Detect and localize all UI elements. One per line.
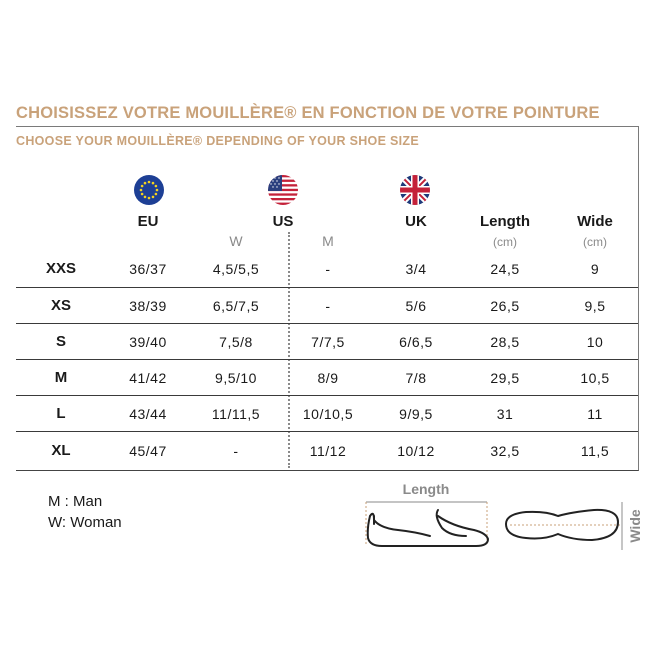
- us-man-cell: 11/12: [309, 443, 347, 459]
- legend-woman: W: Woman: [48, 514, 122, 531]
- wide-cell: 11: [587, 406, 603, 422]
- us-woman-cell: 4,5/5,5: [212, 261, 260, 277]
- length-cell: 32,5: [490, 443, 520, 459]
- eu-cell: 43/44: [129, 406, 167, 422]
- length-cell: 26,5: [490, 298, 520, 314]
- uk-cell: 6/6,5: [399, 334, 433, 350]
- header-us-woman: W: [229, 233, 243, 249]
- length-cell: 31: [496, 406, 514, 422]
- title-english: CHOOSE YOUR MOUILLÈRE® DEPENDING OF YOUR SHOE SIZE: [16, 134, 419, 148]
- uk-cell: 3/4: [405, 261, 427, 277]
- us-man-cell: -: [325, 298, 331, 314]
- uk-cell: 5/6: [405, 298, 427, 314]
- length-label: Length: [402, 481, 450, 497]
- size-label: S: [55, 333, 66, 350]
- legend-man: M : Man: [48, 493, 103, 510]
- wide-cell: 9: [590, 261, 600, 277]
- us-woman-cell: 6,5/7,5: [212, 298, 260, 314]
- length-unit: (cm): [493, 235, 517, 249]
- row-divider: [16, 359, 638, 360]
- row-divider: [16, 431, 638, 432]
- header-wide: Wide: [577, 213, 613, 230]
- us-woman-cell: 11/11,5: [211, 406, 261, 422]
- header-us-man: M: [322, 233, 334, 249]
- length-cell: 29,5: [490, 370, 520, 386]
- eu-flag-icon: [134, 175, 164, 205]
- shoe-diagram: [360, 476, 650, 556]
- uk-cell: 10/12: [397, 443, 435, 459]
- size-label: XXS: [45, 260, 76, 277]
- size-label: M: [54, 369, 68, 386]
- eu-cell: 38/39: [129, 298, 167, 314]
- us-woman-cell: 9,5/10: [215, 370, 257, 386]
- row-divider: [16, 287, 638, 288]
- eu-cell: 41/42: [129, 370, 167, 386]
- wide-cell: 9,5: [584, 298, 606, 314]
- us-man-cell: 8/9: [317, 370, 339, 386]
- row-divider: [16, 323, 638, 324]
- length-cell: 24,5: [490, 261, 520, 277]
- row-divider: [16, 395, 638, 396]
- us-flag-icon: [268, 175, 298, 205]
- eu-cell: 39/40: [129, 334, 167, 350]
- us-woman-cell: 7,5/8: [219, 334, 253, 350]
- header-uk: UK: [405, 213, 427, 230]
- wide-cell: 11,5: [580, 443, 610, 459]
- size-label: XS: [50, 297, 71, 314]
- us-woman-cell: -: [233, 443, 239, 459]
- us-man-cell: 10/10,5: [302, 406, 354, 422]
- uk-cell: 9/9,5: [399, 406, 433, 422]
- size-label: XL: [51, 442, 71, 459]
- wide-label: Wide: [627, 509, 643, 543]
- header-length: Length: [480, 213, 530, 230]
- uk-cell: 7/8: [405, 370, 427, 386]
- eu-cell: 36/37: [129, 261, 167, 277]
- length-cell: 28,5: [490, 334, 520, 350]
- wide-cell: 10: [586, 334, 604, 350]
- uk-flag-icon: [400, 175, 430, 205]
- us-man-cell: -: [325, 261, 331, 277]
- shoe-side-icon: [368, 510, 488, 546]
- wide-unit: (cm): [583, 235, 607, 249]
- wide-cell: 10,5: [580, 370, 610, 386]
- size-label: L: [56, 405, 66, 422]
- eu-cell: 45/47: [129, 443, 167, 459]
- us-man-cell: 7/7,5: [311, 334, 345, 350]
- header-eu: EU: [137, 213, 159, 230]
- header-us: US: [272, 213, 294, 230]
- title-french: CHOISISSEZ VOTRE MOUILLÈRE® EN FONCTION DE VOTRE POINTURE: [16, 104, 600, 122]
